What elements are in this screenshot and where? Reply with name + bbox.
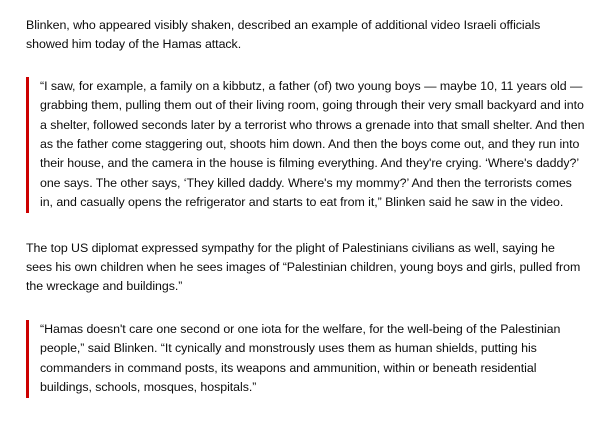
blockquote-text: “I saw, for example, a family on a kibbutz, a father (of) two young boys — maybe 10, 11 years old — grabbing them, pulling them out of their living room, going through their very small backyard and into a shelter, followed seconds later by a terrorist who throws a grenade into that small shelter. And then as the father come staggering out, shoots him down. And then the boys come out, and they run into their house, and the camera in the house is filming everything. And they're crying. ‘Where's daddy?’ one says. The other says, ‘They killed daddy. Where's my mommy?’ And then the terrorists comes in, and casually opens the refrigerator and starts to eat from it,” Blinken said he saw in the video. <box>40 78 585 210</box>
article-paragraph-intro: Blinken, who appeared visibly shaken, described an example of additional video Israeli officials showed him today of the Hamas attack. <box>26 18 541 52</box>
article-paragraph-sympathy: The top US diplomat expressed sympathy for the plight of Palestinians civilians as well, saying he sees his own children when he sees images of “Palestinian children, young boys and girls, pulled from the wreckage and buildings.” <box>26 240 581 294</box>
paragraph-wrapper <box>0 239 615 297</box>
blockquote-hamas <box>26 320 586 398</box>
quote-accent-bar <box>26 320 29 398</box>
blockquote-text: “Hamas doesn't care one second or one iota for the welfare, for the well-being of the Palestinian people,” said Blinken. “It cynically and monstrously uses them as human shields, putting his commanders in command posts, its weapons and ammunition, within or beneath residential buildings, schools, mosques, hospitals.” <box>40 321 561 395</box>
blockquote-kibbutz <box>26 77 586 213</box>
quote-accent-bar <box>26 77 29 213</box>
